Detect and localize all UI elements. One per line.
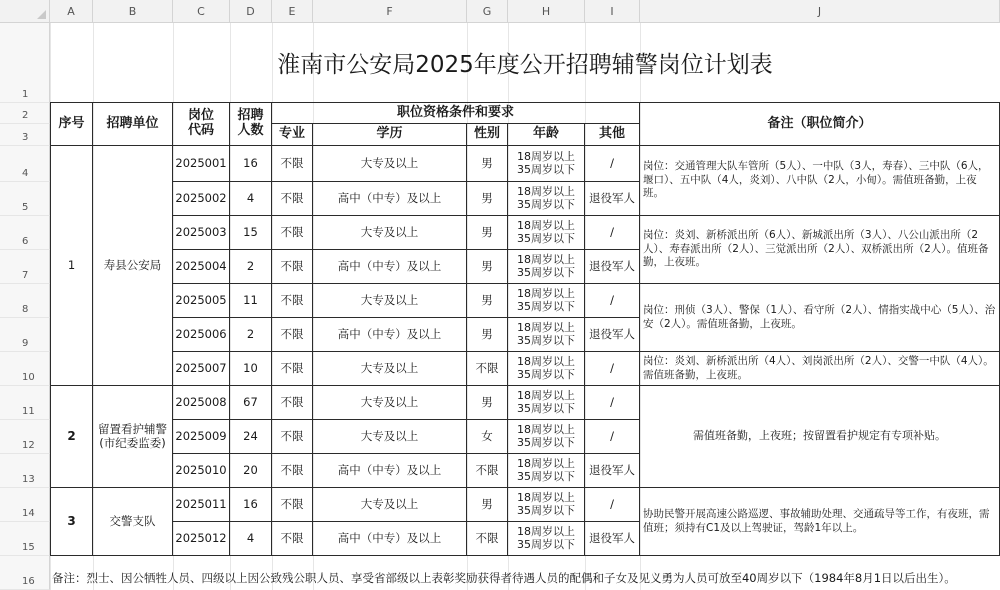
group-unit: 寿县公安局: [93, 146, 173, 386]
cell-gender: 男: [467, 216, 508, 250]
column-header[interactable]: G: [467, 0, 508, 23]
cell-code: 2025004: [173, 250, 230, 284]
cell-other: 退役军人: [585, 522, 640, 556]
row-header[interactable]: [0, 103, 50, 124]
cell-code: 2025010: [173, 454, 230, 488]
row-number: 10: [22, 372, 35, 383]
cell-age: 18周岁以上 35周岁以下: [508, 420, 585, 454]
cell-major: 不限: [272, 182, 313, 216]
column-header[interactable]: I: [585, 0, 640, 23]
cell-other: 退役军人: [585, 250, 640, 284]
header-count: 招聘 人数: [230, 103, 272, 146]
cell-count: 2: [230, 318, 272, 352]
cell-count: 2: [230, 250, 272, 284]
cell-code: 2025007: [173, 352, 230, 386]
cell-age: 18周岁以上 35周岁以下: [508, 182, 585, 216]
cell-edu: 大专及以上: [313, 146, 467, 182]
cell-other: /: [585, 488, 640, 522]
group-unit: 留置看护辅警 (市纪委监委): [93, 386, 173, 488]
cell-other: /: [585, 352, 640, 386]
cell-gender: 不限: [467, 352, 508, 386]
cell-gender: 男: [467, 386, 508, 420]
cell-age: 18周岁以上 35周岁以下: [508, 386, 585, 420]
row-header[interactable]: [0, 23, 50, 103]
header-code: 岗位 代码: [173, 103, 230, 146]
remark-cell: 岗位：刑侦（3人）、警保（1人）、看守所（2人）、情指实战中心（5人）、治安（2人）。需值班备勤，上夜班。: [640, 284, 1000, 352]
column-header[interactable]: E: [272, 0, 313, 23]
cell-gender: 不限: [467, 454, 508, 488]
cell-edu: 高中（中专）及以上: [313, 250, 467, 284]
cell-gender: 男: [467, 318, 508, 352]
column-header[interactable]: D: [230, 0, 272, 23]
row-number: 2: [22, 110, 29, 121]
row-header[interactable]: [0, 454, 50, 488]
cell-code: 2025003: [173, 216, 230, 250]
column-header[interactable]: A: [50, 0, 93, 23]
cell-count: 10: [230, 352, 272, 386]
cell-code: 2025001: [173, 146, 230, 182]
cell-other: /: [585, 420, 640, 454]
cell-other: 退役军人: [585, 454, 640, 488]
cell-major: 不限: [272, 216, 313, 250]
cell-count: 16: [230, 146, 272, 182]
cell-age: 18周岁以上 35周岁以下: [508, 250, 585, 284]
cell-age: 18周岁以上 35周岁以下: [508, 284, 585, 318]
cell-gender: 不限: [467, 522, 508, 556]
remark-cell: 协助民警开展高速公路巡逻、事故辅助处理、交通疏导等工作，有夜班，需值班；须持有C1及以上驾驶证，驾龄1年以上。: [640, 488, 1000, 556]
row-number: 13: [22, 474, 35, 485]
cell-edu: 大专及以上: [313, 420, 467, 454]
cell-major: 不限: [272, 488, 313, 522]
row-number: 4: [22, 168, 29, 179]
row-number: 14: [22, 508, 35, 519]
cell-code: 2025002: [173, 182, 230, 216]
cell-code: 2025005: [173, 284, 230, 318]
corner-triangle-icon: [37, 10, 46, 19]
cell-edu: 大专及以上: [313, 488, 467, 522]
cell-age: 18周岁以上 35周岁以下: [508, 522, 585, 556]
row-number: 9: [22, 338, 29, 349]
cell-major: 不限: [272, 318, 313, 352]
row-header[interactable]: [0, 420, 50, 454]
cell-other: /: [585, 146, 640, 182]
header-unit: 招聘单位: [93, 103, 173, 146]
cell-gender: 男: [467, 284, 508, 318]
cell-major: 不限: [272, 250, 313, 284]
cell-other: /: [585, 284, 640, 318]
header-seq: 序号: [50, 103, 93, 146]
cell-age: 18周岁以上 35周岁以下: [508, 352, 585, 386]
group-seq: 1: [50, 146, 93, 386]
cell-edu: 大专及以上: [313, 216, 467, 250]
header-remark: 备注（职位简介）: [640, 103, 1000, 146]
cell-code: 2025006: [173, 318, 230, 352]
remark-cell: 岗位：交通管理大队车管所（5人）、一中队（3人，寿春）、三中队（6人，堰口）、五中队（4人，炎刘）、八中队（2人，小甸）。需值班备勤，上夜班。: [640, 146, 1000, 216]
cell-age: 18周岁以上 35周岁以下: [508, 216, 585, 250]
cell-major: 不限: [272, 146, 313, 182]
footer-note: 备注：烈士、因公牺牲人员、四级以上因公致残公职人员、享受省部级以上表彰奖励获得者待遇人员的配偶和子女及见义勇为人员可放至40周岁以下（1984年8月1日以后出生）。: [52, 571, 956, 585]
page-title: 淮南市公安局2025年度公开招聘辅警岗位计划表: [50, 23, 1000, 103]
cell-gender: 男: [467, 250, 508, 284]
cell-count: 4: [230, 182, 272, 216]
cell-code: 2025009: [173, 420, 230, 454]
cell-code: 2025011: [173, 488, 230, 522]
cell-count: 67: [230, 386, 272, 420]
column-header[interactable]: F: [313, 0, 467, 23]
row-header[interactable]: [0, 182, 50, 216]
row-header[interactable]: [0, 556, 50, 590]
select-all-corner[interactable]: [0, 0, 50, 23]
cell-major: 不限: [272, 386, 313, 420]
row-number: 8: [22, 304, 29, 315]
header-other: 其他: [585, 124, 640, 146]
cell-age: 18周岁以上 35周岁以下: [508, 454, 585, 488]
cell-gender: 女: [467, 420, 508, 454]
cell-code: 2025008: [173, 386, 230, 420]
cell-count: 15: [230, 216, 272, 250]
row-number: 5: [22, 202, 29, 213]
row-number: 16: [22, 576, 35, 587]
cell-edu: 大专及以上: [313, 386, 467, 420]
cell-other: 退役军人: [585, 182, 640, 216]
column-header[interactable]: H: [508, 0, 585, 23]
row-header[interactable]: [0, 216, 50, 250]
row-header[interactable]: [0, 386, 50, 420]
row-header[interactable]: [0, 318, 50, 352]
row-header[interactable]: [0, 284, 50, 318]
row-header[interactable]: [0, 352, 50, 386]
cell-age: 18周岁以上 35周岁以下: [508, 488, 585, 522]
cell-major: 不限: [272, 284, 313, 318]
row-number: 6: [22, 236, 29, 247]
cell-count: 4: [230, 522, 272, 556]
cell-major: 不限: [272, 522, 313, 556]
column-header[interactable]: C: [173, 0, 230, 23]
cell-edu: 高中（中专）及以上: [313, 454, 467, 488]
cell-major: 不限: [272, 352, 313, 386]
row-header[interactable]: [0, 124, 50, 146]
cell-edu: 大专及以上: [313, 284, 467, 318]
remark-cell: 岗位：炎刘、新桥派出所（4人）、刘岗派出所（2人）、交警一中队（4人）。需值班备勤，上夜班。: [640, 352, 1000, 386]
row-number: 15: [22, 542, 35, 553]
column-header[interactable]: B: [93, 0, 173, 23]
cell-edu: 高中（中专）及以上: [313, 182, 467, 216]
header-education: 学历: [313, 124, 467, 146]
row-number: 3: [22, 132, 29, 143]
cell-age: 18周岁以上 35周岁以下: [508, 146, 585, 182]
row-number: 1: [22, 89, 29, 100]
cell-gender: 男: [467, 488, 508, 522]
row-number: 7: [22, 270, 29, 281]
row-number: 11: [22, 406, 35, 417]
header-age: 年龄: [508, 124, 585, 146]
cell-major: 不限: [272, 420, 313, 454]
cell-gender: 男: [467, 146, 508, 182]
group-seq: 2: [50, 386, 93, 488]
group-seq: 3: [50, 488, 93, 556]
cell-count: 11: [230, 284, 272, 318]
row-number: 12: [22, 440, 35, 451]
header-qualifications: 职位资格条件和要求: [272, 103, 640, 124]
row-header[interactable]: [0, 250, 50, 284]
cell-other: /: [585, 216, 640, 250]
group-unit: 交警支队: [93, 488, 173, 556]
header-gender: 性别: [467, 124, 508, 146]
header-major: 专业: [272, 124, 313, 146]
cell-major: 不限: [272, 454, 313, 488]
remark-cell: 岗位：炎刘、新桥派出所（6人）、新城派出所（3人）、八公山派出所（2人）、寿春派出所（2人）、三觉派出所（2人）、双桥派出所（2人）。值班备勤，上夜班。: [640, 216, 1000, 284]
cell-count: 24: [230, 420, 272, 454]
cell-other: /: [585, 386, 640, 420]
column-header[interactable]: J: [640, 0, 1000, 23]
cell-edu: 大专及以上: [313, 352, 467, 386]
remark-cell: 需值班备勤，上夜班；按留置看护规定有专项补贴。: [640, 386, 1000, 488]
row-header[interactable]: [0, 488, 50, 522]
cell-code: 2025012: [173, 522, 230, 556]
row-header[interactable]: [0, 146, 50, 182]
cell-edu: 高中（中专）及以上: [313, 318, 467, 352]
cell-gender: 男: [467, 182, 508, 216]
cell-count: 20: [230, 454, 272, 488]
cell-count: 16: [230, 488, 272, 522]
row-header[interactable]: [0, 522, 50, 556]
cell-other: 退役军人: [585, 318, 640, 352]
cell-age: 18周岁以上 35周岁以下: [508, 318, 585, 352]
cell-edu: 高中（中专）及以上: [313, 522, 467, 556]
